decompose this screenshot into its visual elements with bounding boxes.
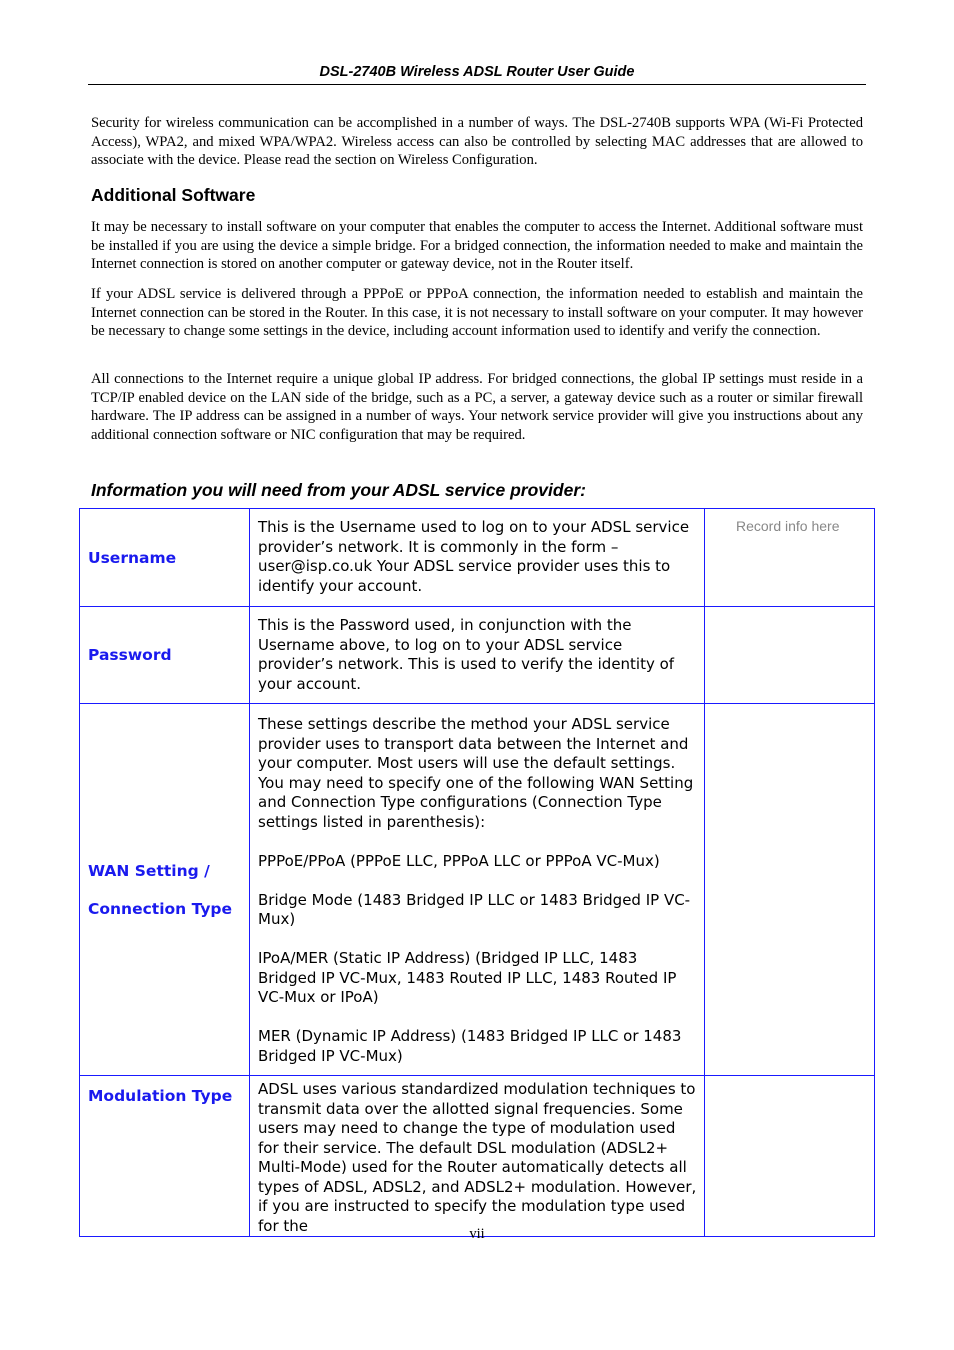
wan-record-cell[interactable] [705, 704, 875, 1076]
password-description: This is the Password used, in conjunction with the Username above, to log on to your ADSL service provider’s network. This is used to verify the identity of your account. [258, 616, 675, 693]
username-desc-cell [250, 509, 705, 607]
software-paragraph-3: All connections to the Internet require a unique global IP address. For bridged connections, the global IP settings must reside in a TCP/IP enabled device on the LAN side of the bridge, such as a PC, a server, a gateway device such as a router or similar firewall hardware. The IP address can be assigned in a number of ways. Your network service provider will give you instructions about any additional connection software or NIC configuration that may be required. [91, 371, 863, 443]
table-row-username [80, 509, 875, 607]
wan-desc-cell [250, 704, 705, 1076]
wan-option-ipoa-static: IPoA/MER (Static IP Address) (Bridged IP LLC, 1483 Bridged IP VC-Mux, 1483 Routed IP LLC, 1483 Routed IP VC-Mux or IPoA) [258, 949, 677, 1006]
page-number: vii [469, 1226, 485, 1242]
password-desc-cell [250, 607, 705, 704]
table-row-password [80, 607, 875, 704]
modulation-record-cell[interactable] [705, 1076, 875, 1237]
wan-description: These settings describe the method your ADSL service provider uses to transport data between the Internet and your computer. Most users will use the default settings. You may need to specify one of the following WAN Setting and Connection Type configurations (Connection Type settings listed in parenthesis): [258, 715, 694, 831]
software-paragraph-1: It may be necessary to install software on your computer that enables the computer to access the Internet. Additional software must be installed if you are using the device a simple bridge. For a bridged connection, the information needed to make and maintain the Internet connection is stored on another computer or gateway device, not in the Router itself. [91, 219, 863, 272]
modulation-label-cell [80, 1076, 250, 1237]
page-header: DSL-2740B Wireless ADSL Router User Guide [88, 62, 866, 85]
provider-info-table [79, 508, 875, 1237]
additional-software-heading: Additional Software [91, 185, 256, 205]
username-description: This is the Username used to log on to your ADSL service provider’s network. It is commonly in the form – user@isp.co.uk Your ADSL service provider uses this to identify your account. [258, 518, 690, 595]
intro-paragraph: Security for wireless communication can be accomplished in a number of ways. The DSL-2740B supports WPA (Wi-Fi Protected Access), WPA2, and mixed WPA/WPA2. Wireless access can also be controlled by selecting MAC addresses that are allowed to associate with the device. Please read the section on Wireless Configuration. [91, 115, 863, 168]
info-section-heading: Information you will need from your ADSL service provider: [91, 480, 586, 500]
wan-option-pppoe: PPPoE/PPoA (PPPoE LLC, PPPoA LLC or PPPoA VC-Mux) [258, 851, 660, 870]
password-record-cell[interactable] [705, 607, 875, 704]
connection-type-label: Connection Type [88, 899, 233, 918]
password-label-cell [80, 607, 250, 704]
username-label-cell [80, 509, 250, 607]
wan-option-mer-dynamic: MER (Dynamic IP Address) (1483 Bridged IP LLC or 1483 Bridged IP VC-Mux) [258, 1027, 682, 1065]
wan-option-bridge: Bridge Mode (1483 Bridged IP LLC or 1483 Bridged IP VC-Mux) [258, 890, 691, 928]
table-row-wan-setting [80, 704, 875, 1076]
record-info-note: Record info here [736, 518, 840, 534]
username-record-cell[interactable] [705, 509, 875, 607]
password-label: Password [88, 646, 172, 664]
wan-setting-label: WAN Setting / [88, 861, 210, 880]
modulation-desc-cell [250, 1076, 705, 1237]
software-paragraph-2: If your ADSL service is delivered through a PPPoE or PPPoA connection, the information needed to establish and maintain the Internet connection can be stored in the Router. In this case, it is not necessary to install software on your computer. It may however be necessary to change some settings in the device, including account information used to identify and verify the connection. [91, 286, 863, 339]
wan-label-cell [80, 704, 250, 1076]
username-label: Username [88, 548, 177, 567]
modulation-description: ADSL uses various standardized modulation techniques to transmit data over the allotted signal frequencies. Some users may need to change the type of modulation used for their service. The default DSL modulation (ADSL2+ Multi-Mode) used for the Router automatically detects all types of ADSL, ADSL2, and ADSL2+ modulation. However, if you are instructed to specify the modulation type used for the [258, 1080, 697, 1235]
table-row-modulation [80, 1076, 875, 1237]
modulation-type-label: Modulation Type [88, 1087, 233, 1105]
